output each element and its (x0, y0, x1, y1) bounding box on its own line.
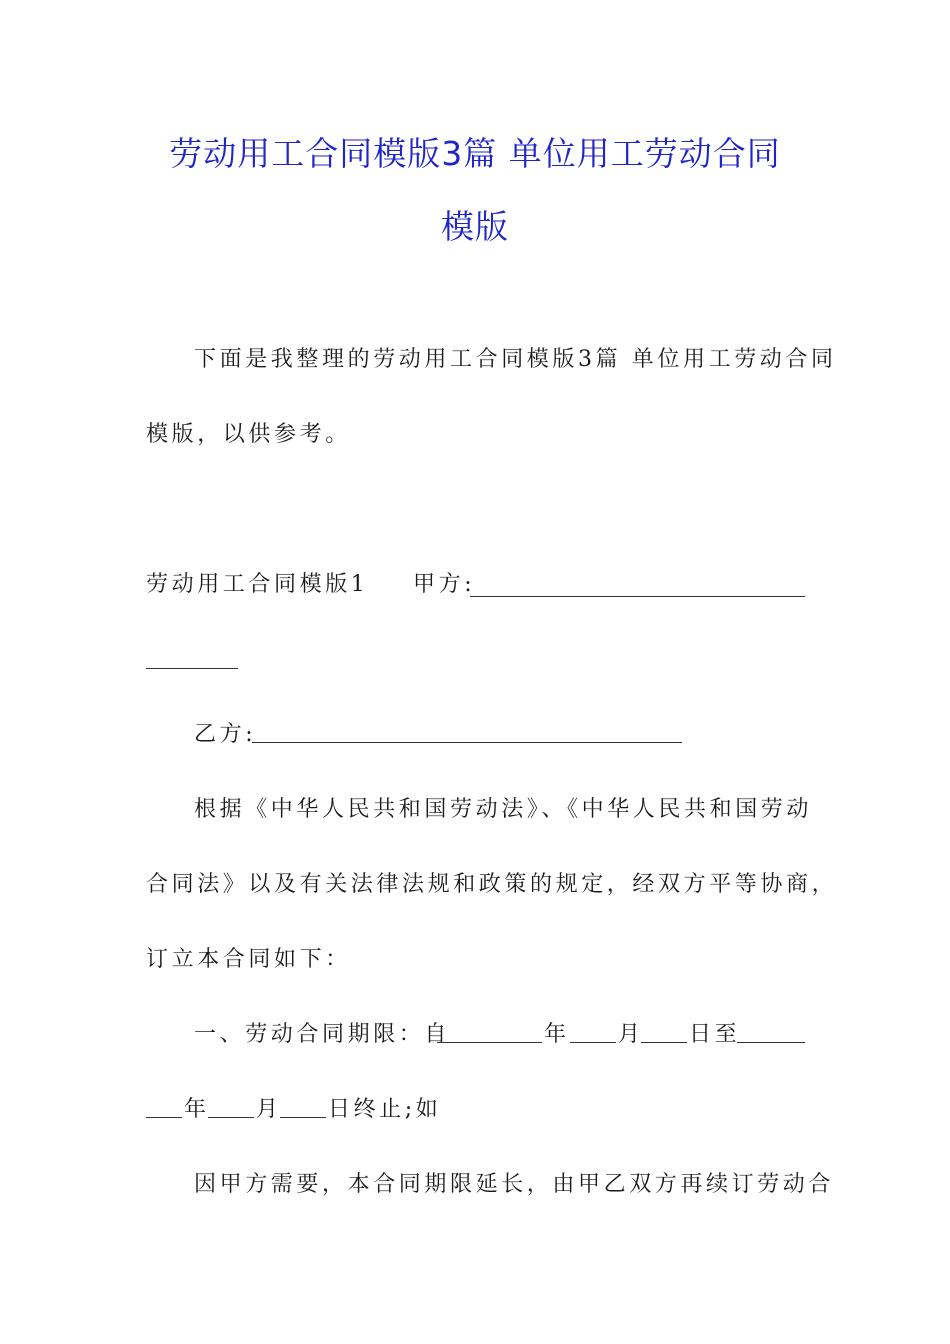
document-title-line-2: 模版 (441, 207, 509, 246)
party-b-blank (252, 722, 682, 743)
end-year-blank (737, 1022, 805, 1043)
basis-line-2: 合同法》以及有关法律法规和政策的规定，经双方平等协商， (146, 872, 838, 897)
start-year-blank (437, 1022, 542, 1043)
basis-line-1: 根据《中华人民共和国劳动法》、《中华人民共和国劳动 (194, 797, 813, 822)
start-day-blank (641, 1022, 687, 1043)
term-day-to: 日至 (689, 1022, 741, 1047)
party-b-label: 乙方: (194, 722, 257, 747)
party-a-blank-continued (146, 648, 238, 669)
term-label: 一、劳动合同期限：自 (194, 1022, 451, 1047)
term-month-unit: 月 (618, 1022, 644, 1047)
intro-line-1: 下面是我整理的劳动用工合同模版3篇 单位用工劳动合同 (194, 347, 837, 372)
intro-line-2: 模版，以供参考。 (146, 422, 351, 447)
start-month-blank (570, 1022, 616, 1043)
end-day-blank (280, 1097, 326, 1118)
end-day-unit: 日终止;如 (328, 1097, 442, 1122)
party-b-row (194, 724, 256, 746)
party-a-row (413, 574, 475, 596)
end-month-unit: 月 (256, 1097, 282, 1122)
section-1-heading: 劳动用工合同模版1 (146, 572, 369, 597)
document-title-line-1: 劳动用工合同模版3篇 单位用工劳动合同 (169, 134, 781, 173)
section-heading (146, 574, 368, 596)
end-year-unit: 年 (184, 1097, 210, 1122)
party-a-blank (470, 576, 805, 597)
end-year-blank-continued (146, 1097, 182, 1118)
end-month-blank (208, 1097, 254, 1118)
extension-line: 因甲方需要，本合同期限延长，由甲乙双方再续订劳动合 (194, 1172, 835, 1197)
basis-line-3: 订立本合同如下： (146, 947, 351, 972)
party-a-label: 甲方: (413, 572, 476, 597)
term-year-unit: 年 (544, 1022, 570, 1047)
